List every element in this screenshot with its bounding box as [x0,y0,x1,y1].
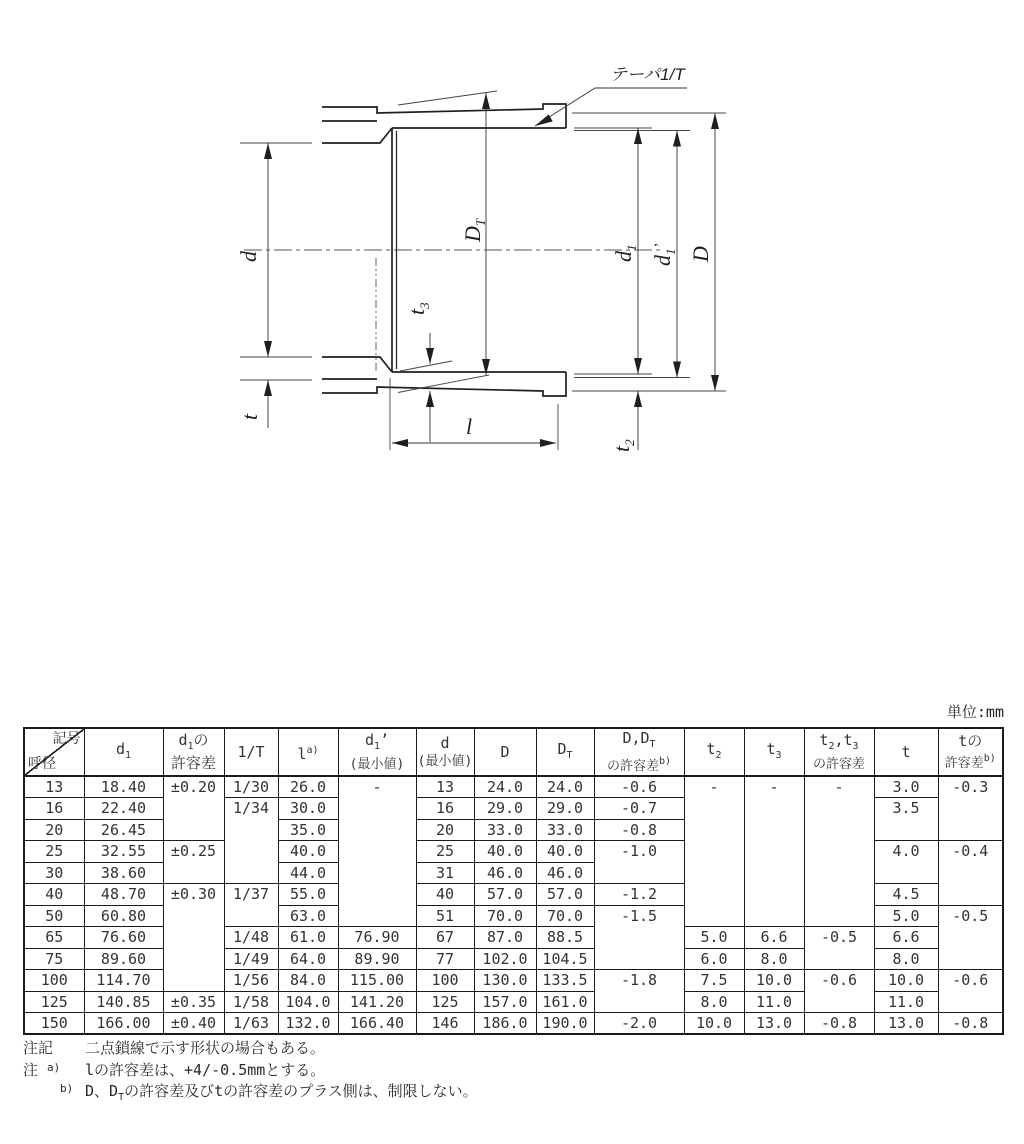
header-taper-ratio: 1/T [224,728,278,776]
label-t: t [237,413,262,420]
table-cell: 1/37 [224,884,278,927]
table-cell: 75 [24,948,84,970]
table-cell: 132.0 [278,1013,338,1035]
header-D: D [474,728,536,776]
table-cell: 46.0 [536,862,594,884]
taper-label: テーパ1/T [610,65,685,84]
unit-label: 単位:mm [946,703,1004,721]
table-cell: ±0.40 [163,1013,224,1035]
table-cell: 190.0 [536,1013,594,1035]
table-cell: 6.6 [744,927,804,949]
table-cell: 125 [416,991,474,1013]
header-t-tolerance: tの 許容差$^{b)}$ [938,728,1003,776]
note-a-sup: a) [47,1060,61,1074]
table-cell: 89.60 [84,948,163,970]
table-cell: 33.0 [474,819,536,841]
label-d1: $d_1$ [611,244,639,262]
table-cell: 29.0 [536,798,594,820]
table-cell: 114.70 [84,970,163,992]
header-d1: $d_1$ [84,728,163,776]
label-d1-prime: $d_1^’$ [650,243,678,266]
table-cell: -0.5 [938,905,1003,970]
header-t2: $t_2$ [684,728,744,776]
table-cell: 51 [416,905,474,927]
table-cell: 70.0 [474,905,536,927]
label-D: D [688,246,713,262]
table-cell: 29.0 [474,798,536,820]
table-cell: 88.5 [536,927,594,949]
note-remark-text: 二点鎖線で示す形状の場合もある。 [85,1039,326,1057]
table-cell: -0.3 [938,776,1003,841]
table-cell: 100 [416,970,474,992]
table-cell: 1/63 [224,1013,278,1035]
table-cell: 3.0 [874,776,938,798]
table-cell: 40 [24,884,84,906]
table-cell: 166.00 [84,1013,163,1035]
table-cell: 10.0 [744,970,804,992]
table-cell: 104.5 [536,948,594,970]
table-cell: 55.0 [278,884,338,906]
table-cell: 13 [24,776,84,798]
table-cell: -0.6 [938,970,1003,1013]
table-cell: 140.85 [84,991,163,1013]
note-a-text: lの許容差は、+4/-0.5mmとする。 [85,1060,326,1079]
table-cell: 76.90 [338,927,416,949]
label-l: l [466,414,473,439]
header-nominal-diameter: 呼径 [28,756,56,772]
table-cell: 157.0 [474,991,536,1013]
table-cell: 16 [416,798,474,820]
table-cell: 84.0 [278,970,338,992]
table-cell: 130.0 [474,970,536,992]
table-cell: 89.90 [338,948,416,970]
table-cell: 60.80 [84,905,163,927]
table-cell: ±0.35 [163,991,224,1013]
header-d1-min: $d_1$’ (最小値) [338,728,416,776]
table-cell: 77 [416,948,474,970]
table-cell: - [338,776,416,927]
table-cell: - [744,776,804,927]
table-cell: 146 [416,1013,474,1035]
table-cell: 11.0 [744,991,804,1013]
table-header-row [24,728,1003,776]
table-cell: 16 [24,798,84,820]
table-cell: 25 [24,841,84,863]
table-cell: 25 [416,841,474,863]
header-d-min: d (最小値) [416,728,474,776]
table-cell: 5.0 [874,905,938,927]
table-cell: 67 [416,927,474,949]
header-corner [24,728,84,776]
table-cell: - [684,776,744,927]
note-b-sup: b) [60,1082,74,1095]
table-cell: 48.70 [84,884,163,906]
table-cell: 3.5 [874,798,938,841]
header-d1-tolerance: $d_1$の 許容差 [163,728,224,776]
table-cell: 31 [416,862,474,884]
table-cell: 57.0 [474,884,536,906]
table-cell: 20 [24,819,84,841]
table-cell: ±0.30 [163,884,224,992]
table-cell: -1.5 [594,905,684,970]
table-cell: 30.0 [278,798,338,820]
label-DT: $D_T$ [460,218,488,242]
table-row [24,776,1003,798]
table-cell: 100 [24,970,84,992]
table-cell: 150 [24,1013,84,1035]
table-cell: 6.0 [684,948,744,970]
header-l: $l^{a)}$ [278,728,338,776]
header-t3: $t_3$ [744,728,804,776]
arrowheads [264,93,719,447]
table-cell: 1/56 [224,970,278,992]
table-row [24,1013,1003,1035]
table-cell: 141.20 [338,991,416,1013]
label-d: d [236,251,261,262]
table-cell: 4.0 [874,841,938,884]
table-cell: 10.0 [684,1013,744,1035]
table-cell: 8.0 [874,948,938,970]
table-cell: 7.5 [684,970,744,992]
table-cell: 46.0 [474,862,536,884]
table-cell: 30 [24,862,84,884]
table-cell: -0.8 [938,1013,1003,1035]
table-cell: -2.0 [594,1013,684,1035]
table-cell: 104.0 [278,991,338,1013]
table-cell: -1.2 [594,884,684,906]
dimension-table-body [24,776,1003,1034]
dimension-table [23,727,1004,1035]
table-cell: 133.5 [536,970,594,992]
label-t3: $t_3$ [404,302,432,315]
table-cell: 63.0 [278,905,338,927]
header-t: t [874,728,938,776]
note-remark-label: 注記 [23,1039,54,1057]
table-cell: 40.0 [536,841,594,863]
table-cell: 40 [416,884,474,906]
table-cell: 5.0 [684,927,744,949]
table-cell: 1/30 [224,776,278,798]
table-cell: 76.60 [84,927,163,949]
table-cell: 32.55 [84,841,163,863]
table-cell: 11.0 [874,991,938,1013]
table-cell: 166.40 [338,1013,416,1035]
table-cell: -1.0 [594,841,684,884]
table-cell: 4.5 [874,884,938,906]
table-cell: 64.0 [278,948,338,970]
table-cell: - [804,776,874,927]
table-cell: 18.40 [84,776,163,798]
label-t2: $t_2$ [609,439,637,452]
header-DT: $D_T$ [536,728,594,776]
table-cell: 1/34 [224,798,278,884]
header-symbol: 記号 [52,731,81,747]
table-cell: 24.0 [536,776,594,798]
table-cell: 13 [416,776,474,798]
table-cell: -0.6 [804,970,874,1013]
table-cell: 40.0 [474,841,536,863]
table-cell: 1/49 [224,948,278,970]
table-cell: 8.0 [744,948,804,970]
table-cell: 35.0 [278,819,338,841]
table-cell: 1/58 [224,991,278,1013]
table-cell: 22.40 [84,798,163,820]
table-cell: 61.0 [278,927,338,949]
table-cell: -0.7 [594,798,684,820]
table-cell: 26.0 [278,776,338,798]
table-cell: 50 [24,905,84,927]
table-cell: 161.0 [536,991,594,1013]
table-cell: ±0.20 [163,776,224,841]
table-cell: 13.0 [874,1013,938,1035]
table-cell: -0.8 [594,819,684,841]
table-cell: 70.0 [536,905,594,927]
table-cell: 186.0 [474,1013,536,1035]
technical-drawing [0,0,1024,520]
table-cell: 6.6 [874,927,938,949]
table-cell: -0.8 [804,1013,874,1035]
table-cell: 87.0 [474,927,536,949]
table-cell: ±0.25 [163,841,224,884]
table-cell: 1/48 [224,927,278,949]
table-cell: 13.0 [744,1013,804,1035]
header-t2-t3-tolerance: $t_2,t_3$ の許容差 [804,728,874,776]
table-cell: 8.0 [684,991,744,1013]
table-cell: 40.0 [278,841,338,863]
table-cell: 57.0 [536,884,594,906]
table-cell: 24.0 [474,776,536,798]
table-cell: 115.00 [338,970,416,992]
table-cell: 65 [24,927,84,949]
note-a-label: 注 [23,1060,39,1079]
table-cell: -0.5 [804,927,874,970]
table-cell: -0.4 [938,841,1003,906]
table-cell: 26.45 [84,819,163,841]
table-cell: 20 [416,819,474,841]
table-cell: 10.0 [874,970,938,992]
table-cell: -1.8 [594,970,684,1013]
table-cell: 38.60 [84,862,163,884]
table-cell: 33.0 [536,819,594,841]
header-D-DT-tolerance: $D,D_T$ の許容差$^{b)}$ [594,728,684,776]
note-b-text: D、$D_T$の許容差及びtの許容差のプラス側は、制限しない。 [85,1082,478,1103]
table-cell: -0.6 [594,776,684,798]
table-cell: 102.0 [474,948,536,970]
table-cell: 125 [24,991,84,1013]
table-cell: 44.0 [278,862,338,884]
extension-lines [240,113,726,450]
